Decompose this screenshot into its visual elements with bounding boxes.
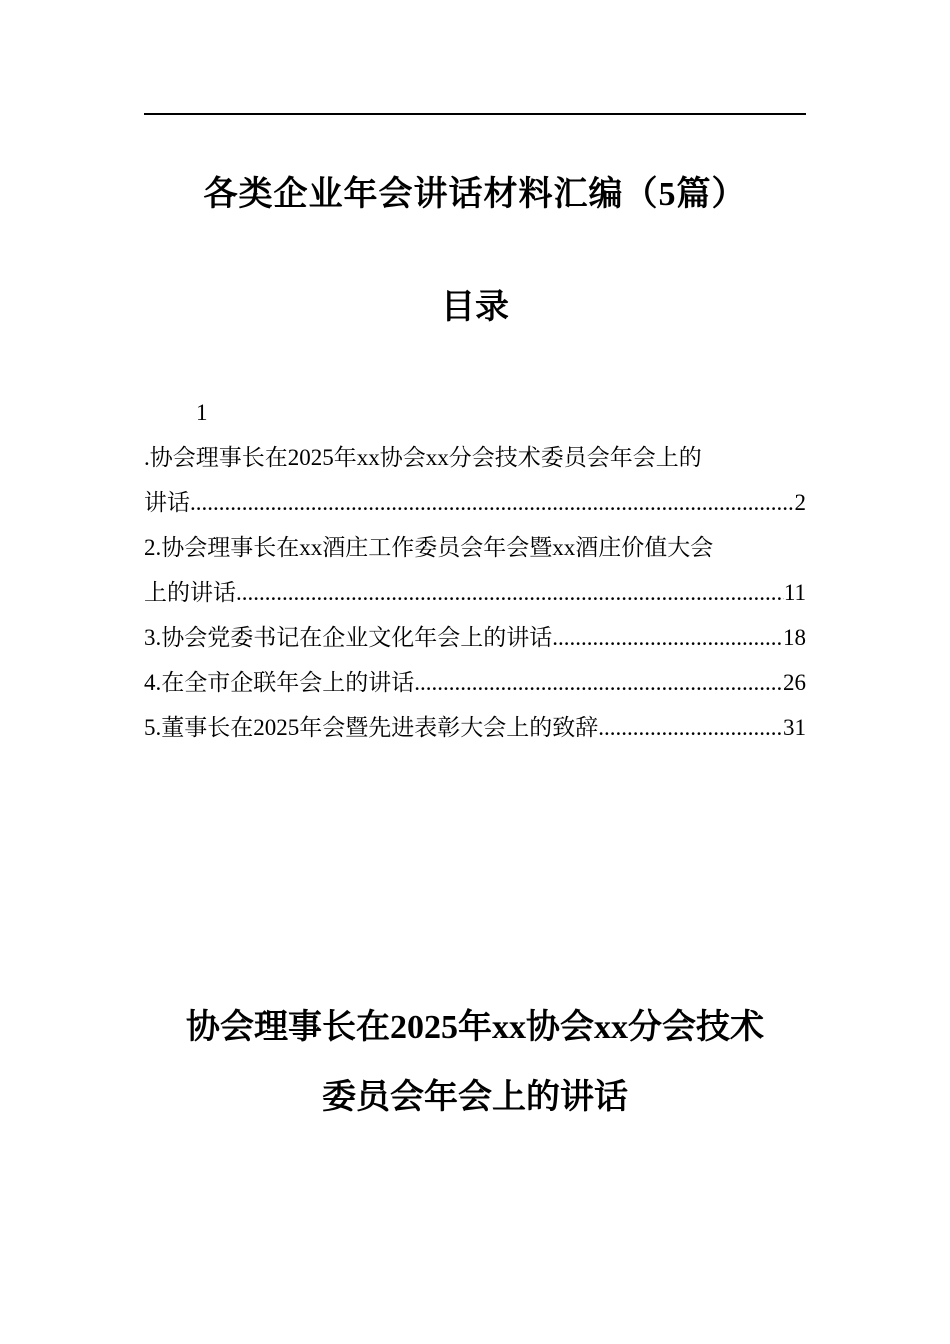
dot-leader <box>552 615 783 660</box>
dot-leader <box>414 660 783 705</box>
document-title: 各类企业年会讲话材料汇编（5篇） <box>203 176 747 213</box>
toc-entry-2-line1[interactable]: 2.协会理事长在xx酒庄工作委员会年会暨xx酒庄价值大会 <box>144 535 714 560</box>
toc-entry-5[interactable] <box>144 705 806 750</box>
table-of-contents <box>144 390 806 750</box>
toc-entry-2[interactable] <box>144 570 806 615</box>
toc-entry-1-line1[interactable]: .协会理事长在2025年xx协会xx分会技术委员会年会上的 <box>144 445 702 470</box>
toc-entry-3[interactable] <box>144 615 806 660</box>
toc-entry-1-number: 1 <box>196 400 208 425</box>
article-heading <box>0 993 950 1133</box>
dot-leader <box>598 705 783 750</box>
toc-entry-text: 4.在全市企联年会上的讲话 <box>144 670 415 695</box>
toc-page-number: 18 <box>783 625 806 650</box>
toc-page-number: 11 <box>783 580 806 605</box>
article-heading-line2: 委员会年会上的讲话 <box>322 1079 628 1116</box>
header-rule <box>144 113 806 115</box>
toc-entry-text: 5.董事长在2025年会暨先进表彰大会上的致辞 <box>144 715 599 740</box>
toc-entry-1[interactable] <box>144 480 806 525</box>
toc-page-number: 26 <box>783 670 806 695</box>
toc-entry-4[interactable] <box>144 660 806 705</box>
toc-entry-text: 讲话 <box>144 490 190 515</box>
article-heading-line1: 协会理事长在2025年xx协会xx分会技术 <box>186 1009 764 1046</box>
toc-page-number: 31 <box>783 715 806 740</box>
dot-leader <box>190 480 795 525</box>
toc-title: 目录 <box>441 289 509 326</box>
toc-entry-text: 3.协会党委书记在企业文化年会上的讲话 <box>144 625 553 650</box>
toc-page-number: 2 <box>794 490 806 515</box>
toc-entry-text: 上的讲话 <box>144 580 236 605</box>
dot-leader <box>236 570 784 615</box>
